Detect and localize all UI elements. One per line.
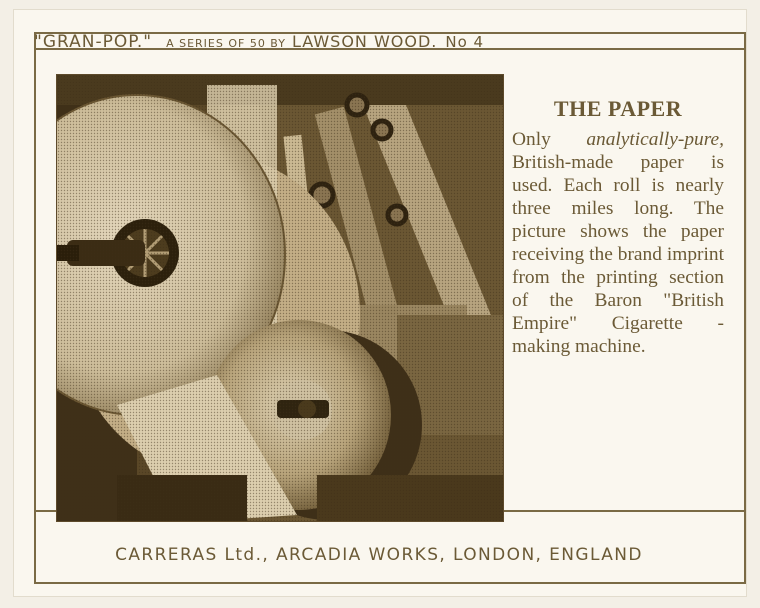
machine-photograph [56, 74, 504, 522]
series-description: A SERIES OF 50 BY [166, 37, 286, 50]
description-text: British-made paper is used. Each roll is nearly three miles long. The picture shows the paper receiving the brand imprint from the printing section of the Baron "British Empire" Cigarette - making machine. [512, 152, 724, 357]
paper-roll-machine-illustration [57, 75, 504, 522]
card-title: THE PAPER [553, 96, 683, 121]
artist-name: LAWSON WOOD. [291, 32, 438, 51]
series-name: "GRAN-POP." [34, 32, 153, 52]
description-emphasis: analytically-pure, [586, 129, 724, 150]
description-intro: Only [512, 129, 587, 150]
card-number: No 4 [445, 33, 485, 51]
description-panel [512, 96, 724, 358]
card-description [512, 128, 724, 358]
publisher-footer: CARRERAS Ltd., ARCADIA WORKS, LONDON, ENGLAND [115, 545, 643, 565]
card-header [34, 32, 724, 58]
